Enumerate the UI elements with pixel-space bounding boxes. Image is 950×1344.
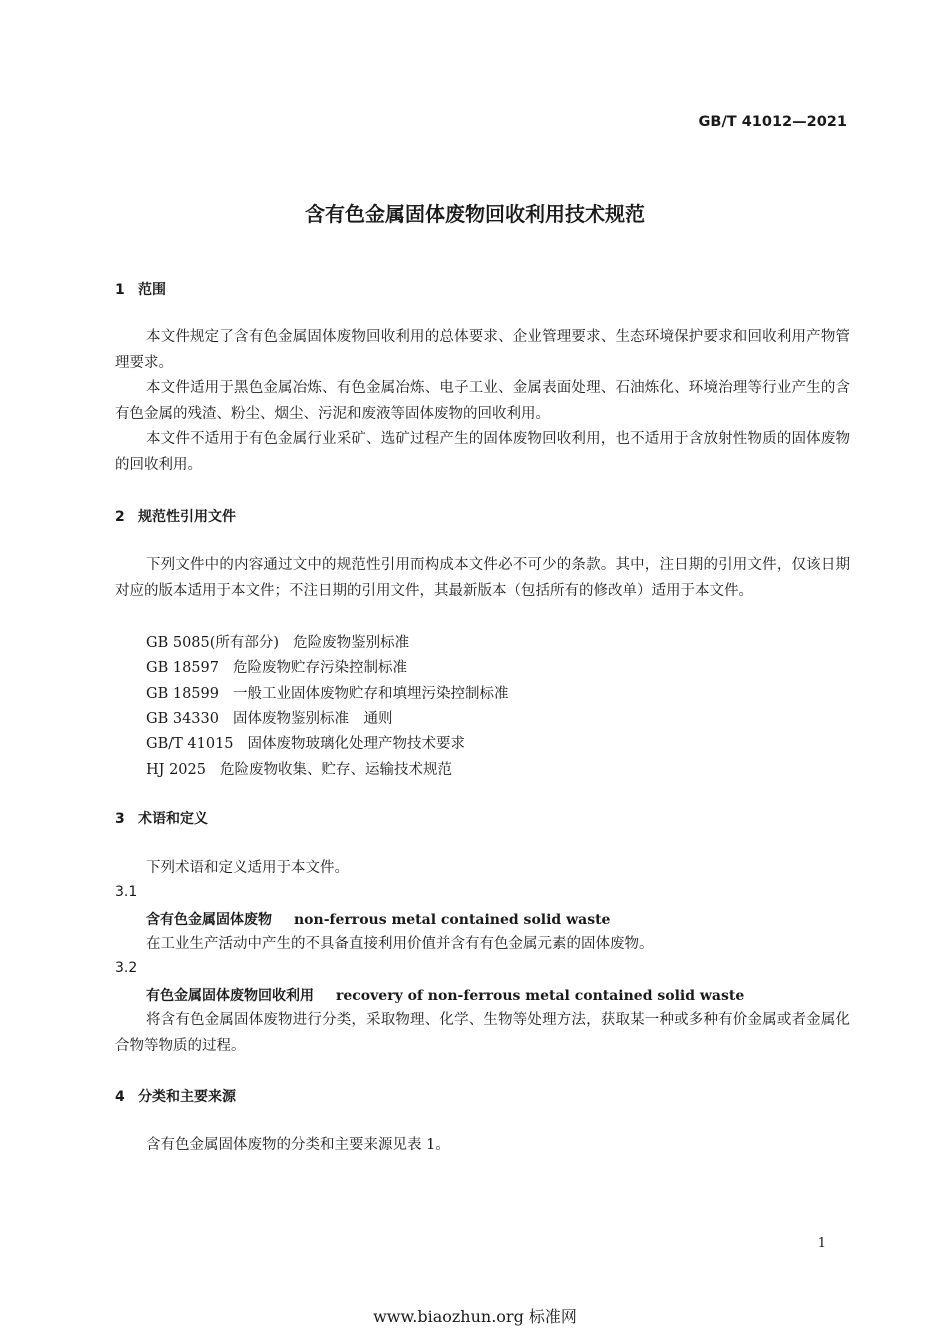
section-number: 4 — [115, 1089, 125, 1105]
reference-item — [146, 631, 409, 652]
reference-item — [146, 682, 508, 703]
section-1-heading — [115, 279, 166, 299]
section-title: 范围 — [138, 282, 166, 298]
section-number: 2 — [115, 509, 125, 525]
section-title: 规范性引用文件 — [138, 509, 236, 525]
reference-code: HJ 2025 — [146, 762, 206, 778]
reference-title: 固体废物玻璃化处理产物技术要求 — [247, 736, 466, 752]
term-chinese: 含有色金属固体废物 — [146, 912, 272, 928]
term-english: non-ferrous metal contained solid waste — [294, 912, 611, 928]
standard-number: GB/T 41012—2021 — [698, 114, 847, 130]
page-number: 1 — [817, 1236, 826, 1251]
paragraph: 下列文件中的内容通过文中的规范性引用而构成本文件必不可少的条款。其中，注日期的引用文件，仅该日期对应的版本适用于本文件；不注日期的引用文件，其最新版本（包括所有的修改单）适用于本文件。 — [115, 557, 850, 599]
reference-code: GB 18599 — [146, 686, 219, 702]
term-number: 3.1 — [115, 884, 138, 900]
reference-code: GB 5085(所有部分) — [146, 635, 280, 651]
section-number: 3 — [115, 811, 125, 827]
reference-title: 固体废物鉴别标准 通则 — [232, 711, 393, 727]
term-chinese: 有色金属固体废物回收利用 — [146, 988, 314, 1004]
reference-title: 危险废物鉴别标准 — [293, 635, 410, 651]
section-2-heading — [115, 506, 236, 526]
reference-code: GB 18597 — [146, 660, 219, 676]
document-title: 含有色金属固体废物回收利用技术规范 — [305, 202, 645, 226]
term-english: recovery of non-ferrous metal contained solid waste — [336, 988, 745, 1004]
reference-code: GB/T 41015 — [146, 736, 234, 752]
paragraph: 含有色金属固体废物的分类和主要来源见表 1。 — [146, 1137, 450, 1153]
reference-title: 危险废物贮存污染控制标准 — [232, 660, 407, 676]
reference-title: 危险废物收集、贮存、运输技术规范 — [219, 762, 452, 778]
section-number: 1 — [115, 282, 125, 298]
reference-item — [146, 732, 465, 753]
reference-item — [146, 656, 407, 677]
term-definition: 在工业生产活动中产生的不具备直接利用价值并含有有色金属元素的固体废物。 — [146, 936, 654, 952]
section-title: 分类和主要来源 — [138, 1089, 236, 1105]
term-entry — [146, 909, 610, 929]
reference-item — [146, 707, 392, 728]
term-number: 3.2 — [115, 960, 138, 976]
paragraph: 本文件适用于黑色金属冶炼、有色金属冶炼、电子工业、金属表面处理、石油炼化、环境治理等行业产生的含有色金属的残渣、粉尘、烟尘、污泥和废液等固体废物的回收利用。 — [115, 380, 850, 422]
paragraph: 本文件不适用于有色金属行业采矿、选矿过程产生的固体废物回收利用，也不适用于含放射性物质的固体废物的回收利用。 — [115, 431, 850, 473]
reference-title: 一般工业固体废物贮存和填埋污染控制标准 — [232, 686, 509, 702]
section-title: 术语和定义 — [138, 811, 208, 827]
section-4-heading — [115, 1086, 236, 1106]
paragraph: 本文件规定了含有色金属固体废物回收利用的总体要求、企业管理要求、生态环境保护要求和回收利用产物管理要求。 — [115, 329, 850, 371]
paragraph: 下列术语和定义适用于本文件。 — [146, 860, 349, 876]
footer-watermark[interactable]: www.biaozhun.org 标准网 — [373, 1307, 577, 1326]
reference-code: GB 34330 — [146, 711, 219, 727]
term-entry — [146, 985, 744, 1005]
section-3-heading — [115, 808, 208, 828]
term-definition: 将含有色金属固体废物进行分类，采取物理、化学、生物等处理方法，获取某一种或多种有价金属或者金属化合物等物质的过程。 — [115, 1012, 850, 1054]
reference-item — [146, 758, 452, 779]
